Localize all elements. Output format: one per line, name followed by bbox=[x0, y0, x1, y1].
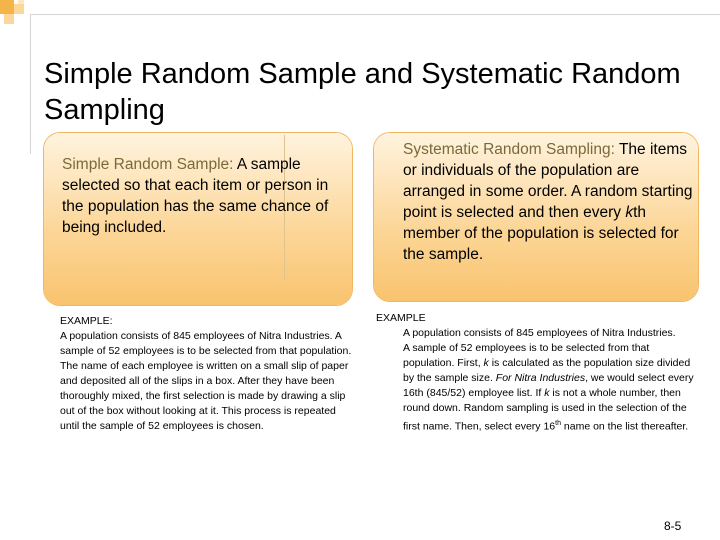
systematic-example-text: name on the list thereafter. bbox=[560, 420, 689, 433]
systematic-example-body bbox=[403, 341, 695, 435]
slide-title: Simple Random Sample and Systematic Random Sampling bbox=[44, 58, 681, 126]
side-rule bbox=[30, 14, 31, 154]
simple-random-example-text: A population consists of 845 employees of Nitra Industries. A sample of 52 employees is to be selected from that population. The name of each employee is written on a small slip of paper and deposited all of the slips in a box. After they have been thoroughly mixed, the first selection is made by drawing a slip out of the box without looking at it. This process is repeated until the sample of 52 employees is chosen. bbox=[60, 330, 352, 432]
systematic-example-k: k bbox=[483, 357, 489, 369]
corner-decoration bbox=[4, 14, 14, 24]
systematic-example-text: A sample of 52 employees is to be selected from that population. First, bbox=[403, 342, 650, 369]
header-rule bbox=[30, 14, 720, 15]
systematic-example-text: is calculated as the population size divided by the sample size. bbox=[403, 357, 691, 384]
systematic-example-sup: th bbox=[555, 420, 561, 427]
simple-random-example-label: EXAMPLE: bbox=[60, 315, 113, 327]
simple-random-definition-text: A sample selected so that each item or person in the population has the same chance of being included. bbox=[62, 156, 329, 236]
systematic-def-part2: th member of the population is selected for the sample. bbox=[403, 204, 679, 263]
systematic-def-k: k bbox=[625, 204, 634, 221]
corner-decoration bbox=[18, 0, 24, 4]
corner-decoration bbox=[0, 0, 14, 14]
systematic-def-part1: The items or individuals of the population are arranged in some order. A random starting point is selected and then every bbox=[403, 141, 693, 221]
systematic-example bbox=[403, 326, 695, 435]
simple-random-term: Simple Random Sample: bbox=[62, 156, 234, 173]
systematic-example-italic: For Nitra Industries bbox=[495, 372, 586, 384]
corner-decoration bbox=[14, 14, 24, 24]
page-number: 8-5 bbox=[664, 519, 682, 533]
systematic-example-text: , we would select every 16th (845/52) employee list. If bbox=[403, 372, 694, 399]
systematic-example-line1: A population consists of 845 employees of Nitra Industries. bbox=[403, 327, 676, 339]
systematic-example-text: is not a whole number, then round down. Random sampling is used in the selection of the first name. Then, select every 16 bbox=[403, 387, 687, 433]
simple-random-example bbox=[60, 314, 354, 434]
corner-decoration bbox=[14, 4, 24, 14]
systematic-example-label: EXAMPLE bbox=[376, 312, 426, 324]
simple-random-definition bbox=[62, 154, 352, 238]
systematic-definition bbox=[403, 139, 695, 265]
systematic-term: Systematic Random Sampling: bbox=[403, 141, 615, 158]
systematic-example-k: k bbox=[544, 387, 550, 399]
